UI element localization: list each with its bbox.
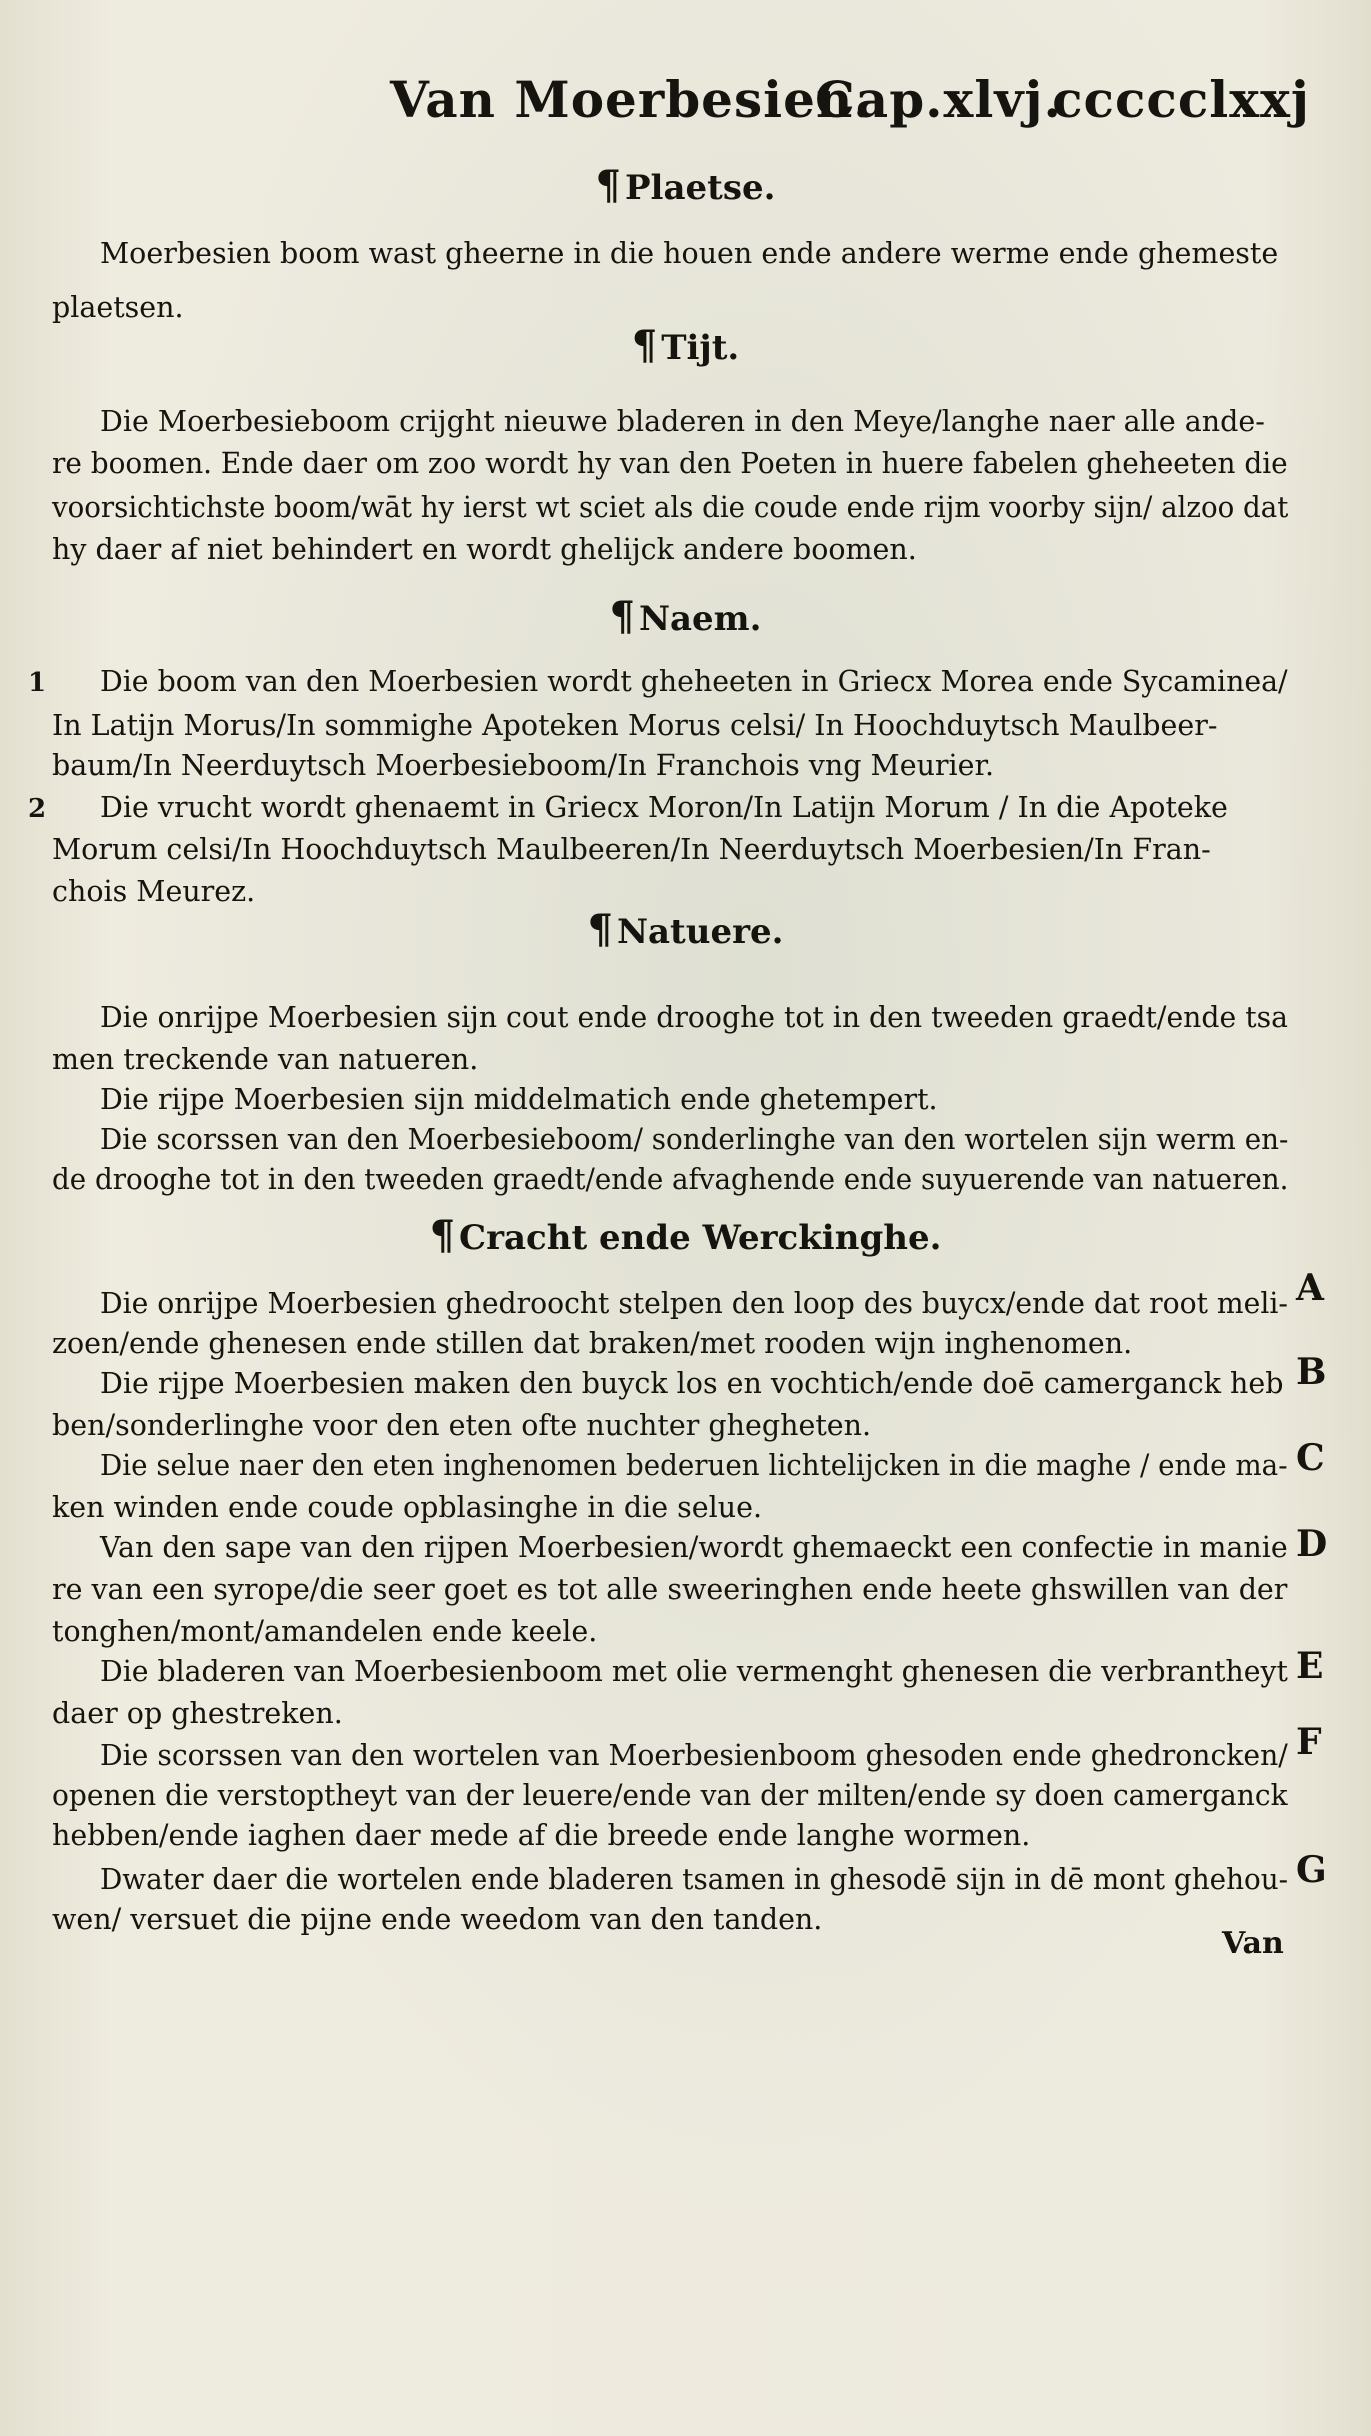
- text-line: Die rijpe Moerbesien sijn middelmatich ende ghetempert.: [100, 1083, 938, 1116]
- text-line: chois Meurez.: [52, 875, 256, 908]
- text-line: In Latijn Morus/In sommighe Apoteken Morus celsi/ In Hoochduytsch Maulbeer-: [52, 709, 1218, 742]
- text-line: Die onrijpe Moerbesien ghedroocht stelpen den loop des buycx/ende dat root meli-: [100, 1287, 1288, 1320]
- text-line: plaetsen.: [52, 291, 184, 324]
- text-line: Die onrijpe Moerbesien sijn cout ende drooghe tot in den tweeden graedt/ende tsa: [100, 1001, 1288, 1034]
- section-heading-naem: ¶ Naem.: [609, 593, 762, 640]
- text-line: tonghen/mont/amandelen ende keele.: [52, 1615, 598, 1648]
- text-line: hy daer af niet behindert en wordt ghelijck andere boomen.: [52, 533, 917, 566]
- text-line: daer op ghestreken.: [52, 1697, 343, 1730]
- text-line: men treckende van natueren.: [52, 1043, 479, 1076]
- margin-letter: B: [1296, 1351, 1327, 1393]
- text-line: re van een syrope/die seer goet es tot alle sweeringhen ende heete ghswillen van der: [52, 1573, 1288, 1606]
- text-line: Moerbesien boom wast gheerne in die houen ende andere werme ende ghemeste: [100, 237, 1279, 270]
- pilcrow-icon: ¶: [609, 593, 635, 640]
- text-line: Morum celsi/In Hoochduytsch Maulbeeren/In Neerduytsch Moerbesien/In Fran-: [52, 833, 1211, 866]
- margin-letter: A: [1296, 1267, 1324, 1309]
- pilcrow-icon: ¶: [631, 322, 658, 369]
- running-head-title: Van Moerbesien.: [390, 70, 872, 129]
- margin-number: 1: [28, 668, 47, 698]
- text-line: Die bladeren van Moerbesienboom met olie vermenght ghenesen die verbrantheyt: [100, 1655, 1288, 1688]
- text-line: zoen/ende ghenesen ende stillen dat braken/met rooden wijn inghenomen.: [52, 1327, 1133, 1360]
- text-line: openen die verstoptheyt van der leuere/ende van der milten/ende sy doen camerganck: [52, 1779, 1288, 1812]
- text-line: Die rijpe Moerbesien maken den buyck los en vochtich/ende doē camerganck heb: [100, 1367, 1284, 1400]
- margin-number: 2: [28, 794, 47, 824]
- catchword: Van: [1222, 1926, 1284, 1961]
- text-line: voorsichtichste boom/wāt hy ierst wt sciet als die coude ende rijm voorby sijn/ alzoo dat: [52, 491, 1289, 524]
- margin-letter: E: [1296, 1645, 1324, 1687]
- text-line: re boomen. Ende daer om zoo wordt hy van den Poeten in huere fabelen gheheeten die: [52, 447, 1288, 480]
- text-line: de drooghe tot in den tweeden graedt/ende afvaghende ende suyuerende van natueren.: [52, 1163, 1289, 1196]
- running-head-chapter: Cap.xlvj.: [815, 70, 1062, 129]
- text-line: ben/sonderlinghe voor den eten ofte nuchter ghegheten.: [52, 1409, 872, 1442]
- text-line: Die scorssen van den Moerbesieboom/ sonderlinghe van den wortelen sijn werm en-: [100, 1123, 1289, 1156]
- text-line: ken winden ende coude opblasinghe in die selue.: [52, 1491, 763, 1524]
- running-head-folio: ccccclxxj: [1052, 70, 1310, 129]
- section-heading-plaetse: ¶ Plaetse.: [595, 162, 776, 209]
- section-heading-natuere: ¶ Natuere.: [587, 906, 784, 953]
- margin-letter: G: [1296, 1849, 1327, 1891]
- section-heading-tijt: ¶ Tijt.: [631, 322, 740, 369]
- text-line: Die selue naer den eten inghenomen bederuen lichtelijcken in die maghe / ende ma-: [100, 1449, 1288, 1482]
- text-line: Die boom van den Moerbesien wordt gheheeten in Griecx Morea ende Sycaminea/: [100, 665, 1288, 698]
- margin-letter: D: [1296, 1523, 1328, 1565]
- text-line: Dwater daer die wortelen ende bladeren tsamen in ghesodē sijn in dē mont ghehou-: [100, 1863, 1289, 1896]
- pilcrow-icon: ¶: [595, 162, 621, 209]
- text-line: baum/In Neerduytsch Moerbesieboom/In Franchois vng Meurier.: [52, 749, 995, 782]
- text-line: wen/ versuet die pijne ende weedom van den tanden.: [52, 1903, 823, 1936]
- text-line: Die scorssen van den wortelen van Moerbesienboom ghesoden ende ghedroncken/: [100, 1739, 1288, 1772]
- text-line: hebben/ende iaghen daer mede af die breede ende langhe wormen.: [52, 1819, 1031, 1852]
- section-heading-cracht: ¶ Cracht ende Werckinghe.: [429, 1212, 942, 1259]
- running-head: [390, 70, 1310, 140]
- text-line: Van den sape van den rijpen Moerbesien/wordt ghemaeckt een confectie in manie: [100, 1531, 1288, 1564]
- margin-letter: F: [1296, 1721, 1322, 1763]
- pilcrow-icon: ¶: [429, 1212, 456, 1259]
- text-line: Die Moerbesieboom crijght nieuwe bladeren in den Meye/langhe naer alle ande-: [100, 405, 1265, 438]
- margin-letter: C: [1296, 1437, 1325, 1479]
- pilcrow-icon: ¶: [587, 906, 613, 953]
- text-line: Die vrucht wordt ghenaemt in Griecx Moron/In Latijn Morum / In die Apoteke: [100, 791, 1228, 824]
